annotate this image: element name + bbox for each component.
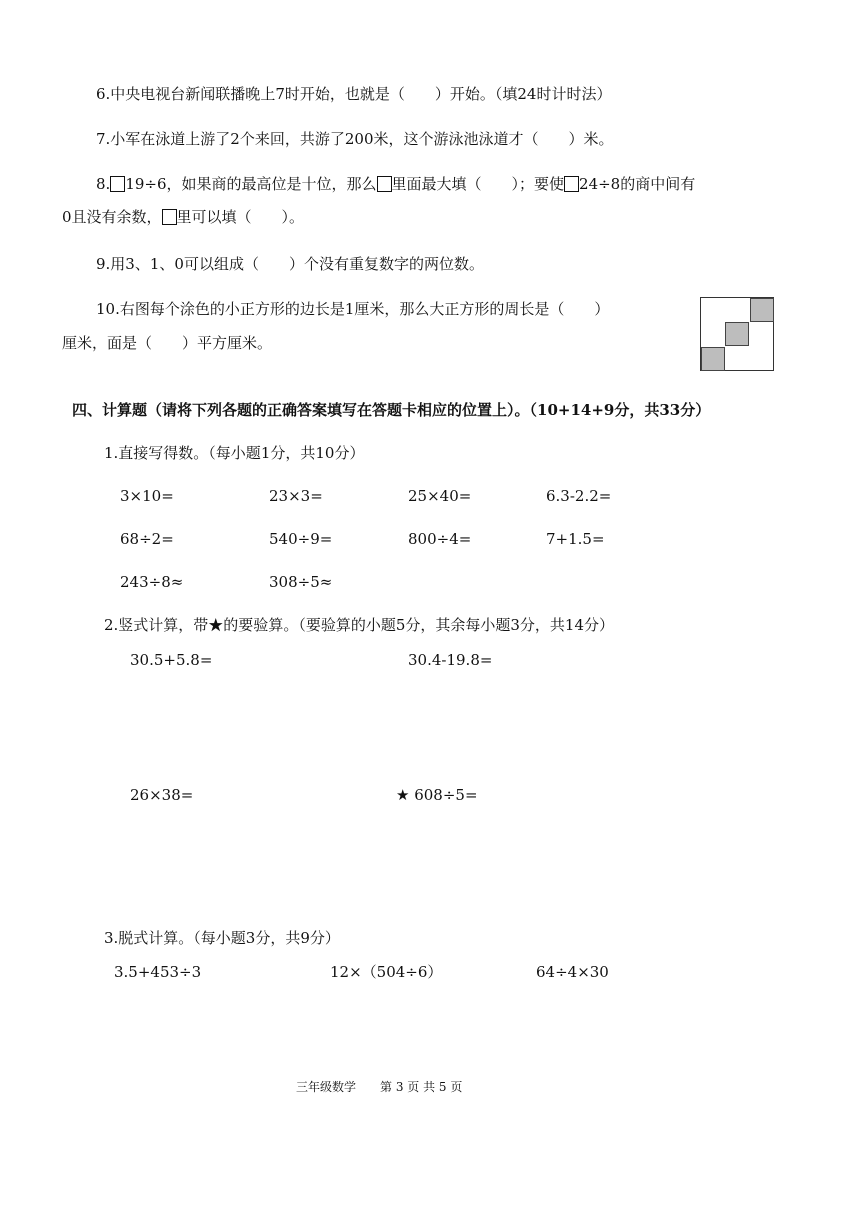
q8-text: 里可以填（ ）。 [176, 208, 305, 226]
question-10-cont: 厘米，面是（ ）平方厘米。 [62, 334, 273, 352]
q8-text: 0且没有余数， [62, 208, 162, 226]
stepwise-item: 3.5+453÷3 [114, 963, 202, 981]
oral-item: 308÷5≈ [269, 573, 333, 591]
oral-item: 68÷2= [120, 530, 174, 548]
vertical-item: 26×38= [130, 786, 194, 804]
stepwise-item: 64÷4×30 [536, 963, 609, 981]
part3-title: 3.脱式计算。（每小题3分，共9分） [104, 929, 340, 947]
oral-item: 3×10= [120, 487, 174, 505]
vertical-item: 30.4-19.8= [408, 651, 493, 669]
part2-title: 2.竖式计算，带★的要验算。（要验算的小题5分，其余每小题3分，共14分） [104, 616, 614, 634]
shaded-square [725, 322, 749, 346]
oral-item: 243÷8≈ [120, 573, 184, 591]
oral-item: 7+1.5= [546, 530, 605, 548]
q8-text: 里面最大填（ ）；要使 [391, 175, 565, 193]
page-footer: 三年级数学 第 3 页 共 5 页 [296, 1080, 463, 1094]
oral-item: 540÷9= [269, 530, 333, 548]
part1-title: 1.直接写得数。（每小题1分，共10分） [104, 444, 365, 462]
question-10: 10.右图每个涂色的小正方形的边长是1厘米，那么大正方形的周长是（ ） [96, 300, 610, 318]
blank-box [110, 176, 125, 192]
oral-item: 800÷4= [408, 530, 472, 548]
q8-text: 24÷8的商中间有 [579, 175, 696, 193]
blank-box [564, 176, 579, 192]
shaded-square [701, 347, 725, 371]
grid-figure [700, 297, 774, 371]
section-heading: 四、计算题（请将下列各题的正确答案填写在答题卡相应的位置上）。（10+14+9分，共33分） [72, 401, 711, 419]
question-7: 7.小军在泳道上游了2个来回，共游了200米，这个游泳池泳道才（ ）米。 [96, 130, 614, 148]
q8-number: 8. [96, 175, 111, 193]
vertical-item: 30.5+5.8= [130, 651, 213, 669]
shaded-square [750, 298, 774, 322]
question-9: 9.用3、1、0可以组成（ ）个没有重复数字的两位数。 [96, 255, 484, 273]
vertical-item: ★ 608÷5= [396, 786, 478, 804]
question-8-cont [62, 207, 304, 227]
question-6: 6.中央电视台新闻联播晚上7时开始，也就是（ ）开始。（填24时计时法） [96, 85, 612, 103]
question-8 [96, 174, 695, 194]
oral-item: 23×3= [269, 487, 323, 505]
blank-box [377, 176, 392, 192]
blank-box [162, 209, 177, 225]
oral-item: 25×40= [408, 487, 472, 505]
stepwise-item: 12×（504÷6） [330, 963, 443, 981]
q8-text: 19÷6，如果商的最高位是十位，那么 [125, 175, 377, 193]
oral-item: 6.3-2.2= [546, 487, 612, 505]
